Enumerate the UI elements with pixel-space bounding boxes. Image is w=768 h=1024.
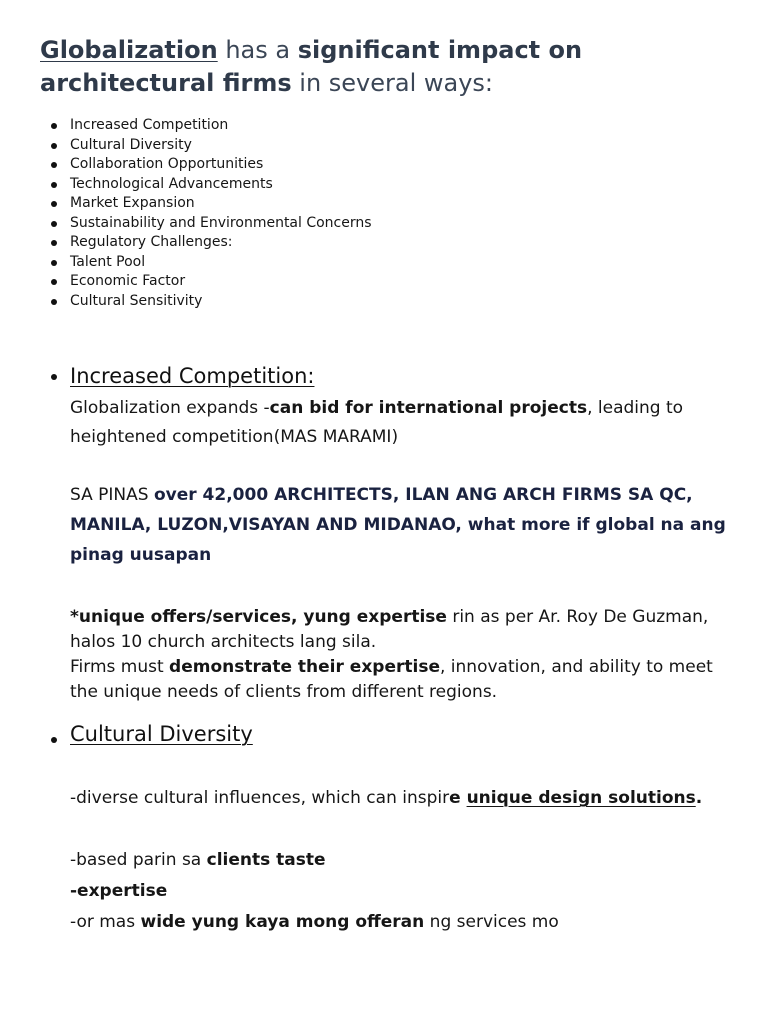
- section1-paragraph-1: Globalization expands -can bid for international projects, leading to heightened competition(MAS MARAMI): [70, 398, 684, 447]
- list-item: Increased Competition: [70, 117, 229, 133]
- list-item: Cultural Sensitivity: [70, 292, 203, 309]
- list-item: Cultural Diversity: [70, 136, 192, 153]
- list-item: Collaboration Opportunities: [70, 156, 264, 172]
- page-title: [40, 34, 740, 100]
- title-text: has a: [217, 36, 298, 64]
- title-text-end: in several ways:: [291, 69, 494, 97]
- title-globalization: Globalization: [40, 36, 218, 64]
- section-heading-increased-competition: Increased Competition:: [70, 364, 315, 388]
- section1-paragraph-4: Firms must demonstrate their expertise, innovation, and ability to meet the unique needs of clients from different regions.: [70, 657, 713, 702]
- list-item: Sustainability and Environmental Concerns: [70, 214, 372, 231]
- section1-paragraph-2: SA PINAS over 42,000 ARCHITECTS, ILAN ANG ARCH FIRMS SA QC, MANILA, LUZON,VISAYAN AND MIDANAO, what more if global na ang pinag uusapan: [70, 485, 726, 565]
- title-emphasis: significant impact on architectural firms: [40, 36, 583, 97]
- list-item: Market Expansion: [70, 195, 195, 211]
- section2-paragraph-4: -or mas wide yung kaya mong offeran ng services mo: [70, 912, 559, 932]
- section2-paragraph-2: -based parin sa clients taste: [70, 850, 326, 870]
- section-bullet: [51, 737, 57, 743]
- list-item: Talent Pool: [70, 253, 146, 270]
- section-bullet: [51, 374, 57, 380]
- section-heading-cultural-diversity: Cultural Diversity: [70, 722, 253, 746]
- list-item: Technological Advancements: [70, 175, 273, 192]
- list-item: Regulatory Challenges:: [70, 234, 233, 250]
- section1-paragraph-3: *unique offers/services, yung expertise rin as per Ar. Roy De Guzman, halos 10 church architects lang sila.: [70, 607, 709, 652]
- section2-paragraph-1: -diverse cultural influences, which can inspire unique design solutions.: [70, 788, 703, 808]
- section2-paragraph-3: -expertise: [70, 881, 168, 901]
- list-item: Economic Factor: [70, 273, 186, 289]
